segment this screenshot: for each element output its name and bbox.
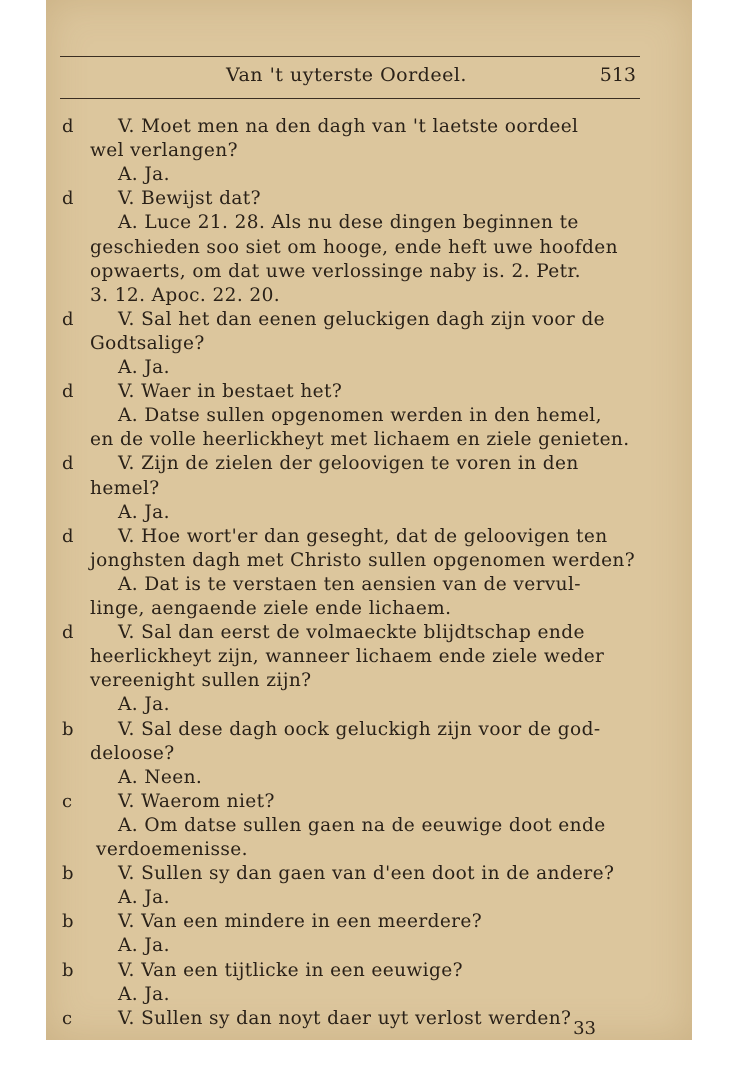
text-line: deloose? (90, 742, 175, 764)
margin-marker: c (62, 1007, 73, 1029)
text-line: A. Ja. (118, 164, 170, 186)
margin-marker: b (62, 911, 74, 933)
text-line: V. Moet men na den dagh van 't laetste oordeel (118, 116, 579, 137)
text-line: A. Neen. (118, 766, 203, 788)
margin-marker: d (62, 188, 74, 210)
text-line: verdoemenisse. (96, 839, 248, 860)
text-line: V. Sullen sy dan gaen van d'een doot in de andere? (118, 863, 615, 885)
text-line: A. Om datse sullen gaen na de eeuwige doot ende (118, 814, 606, 836)
text-line: wel verlangen? (90, 140, 238, 162)
text-line: A. Ja. (118, 983, 170, 1005)
text-line: V. Bewijst dat? (118, 188, 261, 210)
text-line: vereenight sullen zijn? (90, 670, 312, 692)
text-line: A. Ja. (118, 935, 170, 957)
text-line: Godtsalige? (90, 332, 205, 354)
signature-mark: 33 (573, 1018, 596, 1039)
text-line: opwaerts, om dat uwe verlossinge naby is. 2. Petr. (90, 260, 581, 282)
margin-marker: b (62, 718, 74, 740)
margin-marker: d (62, 308, 74, 330)
header-rule-top (60, 56, 640, 57)
text-line: A. Ja. (118, 357, 170, 378)
text-line: V. Sal dese dagh oock geluckigh zijn voor de god- (118, 718, 601, 740)
text-line: V. Waerom niet? (118, 790, 275, 812)
margin-marker: c (62, 790, 73, 812)
text-line: geschieden soo siet om hooge, ende heft uwe hoofden (90, 236, 618, 258)
book-page (46, 0, 692, 1040)
margin-marker: d (62, 116, 74, 137)
text-line: V. Waer in bestaet het? (118, 381, 343, 403)
text-line: V. Van een tijtlicke in een eeuwige? (118, 959, 463, 981)
margin-marker: d (62, 622, 74, 644)
text-line: V. Hoe wort'er dan geseght, dat de geloovigen ten (118, 525, 608, 547)
running-title: Van 't uyterste Oordeel. (226, 64, 467, 86)
text-line: A. Datse sullen opgenomen werden in den hemel, (118, 405, 602, 427)
margin-marker: d (62, 525, 74, 547)
text-line: jonghsten dagh met Christo sullen opgenomen werden? (90, 549, 636, 571)
text-line: A. Ja. (118, 694, 170, 716)
text-line: A. Ja. (118, 887, 170, 909)
text-line: V. Sal het dan eenen geluckigen dagh zijn voor de (118, 308, 606, 330)
text-line: hemel? (90, 477, 160, 499)
margin-marker: d (62, 453, 74, 475)
text-line: V. Zijn de zielen der geloovigen te voren in den (118, 453, 579, 475)
text-line: V. Van een mindere in een meerdere? (118, 911, 483, 933)
text-line: A. Dat is te verstaen ten aensien van de vervul- (118, 573, 581, 595)
text-line: V. Sullen sy dan noyt daer uyt verlost werden? (118, 1007, 572, 1029)
margin-marker: d (62, 381, 74, 403)
text-line: en de volle heerlickheyt met lichaem en ziele genieten. (90, 429, 630, 451)
text-line: heerlickheyt zijn, wanneer lichaem ende ziele weder (90, 646, 605, 668)
margin-marker: b (62, 959, 74, 981)
text-line: A. Luce 21. 28. Als nu dese dingen beginnen te (118, 212, 579, 234)
margin-marker: b (62, 863, 74, 885)
header-rule-bottom (60, 98, 640, 99)
text-line: V. Sal dan eerst de volmaeckte blijdtschap ende (118, 622, 585, 644)
page-number: 513 (599, 64, 636, 86)
text-line: linge, aengaende ziele ende lichaem. (90, 598, 452, 619)
text-line: A. Ja. (118, 501, 170, 523)
text-line: 3. 12. Apoc. 22. 20. (90, 284, 281, 306)
